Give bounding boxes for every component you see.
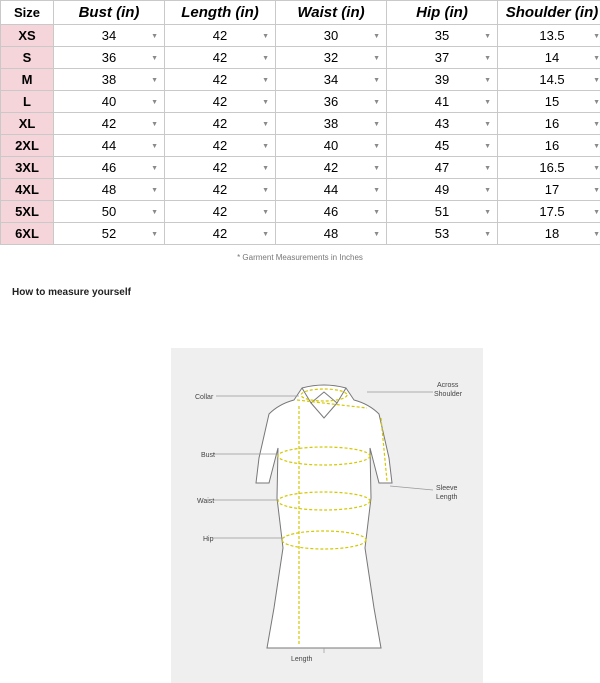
table-row xyxy=(1,25,600,47)
cell-value: 42 xyxy=(323,160,339,175)
dropdown-arrow-icon[interactable]: ▼ xyxy=(593,164,600,172)
table-row xyxy=(1,157,600,179)
measurement-cell xyxy=(54,223,165,245)
column-header: Shoulder (in) xyxy=(498,1,600,25)
across-label: Across xyxy=(437,382,459,389)
measurement-cell xyxy=(276,179,387,201)
dress-outline xyxy=(256,385,392,648)
measurement-cell xyxy=(165,157,276,179)
dropdown-arrow-icon[interactable]: ▼ xyxy=(151,120,158,128)
dress-illustration xyxy=(171,348,483,683)
measurement-cell xyxy=(54,201,165,223)
dropdown-arrow-icon[interactable]: ▼ xyxy=(373,120,380,128)
dropdown-arrow-icon[interactable]: ▼ xyxy=(484,142,491,150)
measurement-cell xyxy=(165,25,276,47)
measurement-cell xyxy=(54,69,165,91)
cell-value: 42 xyxy=(212,160,228,175)
measurement-cell xyxy=(276,47,387,69)
collar-label: Collar xyxy=(195,394,214,401)
measurement-cell xyxy=(387,25,498,47)
measurement-cell xyxy=(498,157,600,179)
cell-value: 37 xyxy=(434,50,450,65)
dropdown-arrow-icon[interactable]: ▼ xyxy=(151,54,158,62)
dropdown-arrow-icon[interactable]: ▼ xyxy=(373,32,380,40)
measurement-cell xyxy=(498,69,600,91)
measurement-cell xyxy=(165,201,276,223)
measurement-cell xyxy=(387,201,498,223)
size-chart-body xyxy=(1,25,600,245)
dropdown-arrow-icon[interactable]: ▼ xyxy=(484,54,491,62)
cell-value: 15 xyxy=(544,94,560,109)
cell-value: 36 xyxy=(101,50,117,65)
size-cell: XL xyxy=(1,113,54,135)
cell-value: 42 xyxy=(212,50,228,65)
dropdown-arrow-icon[interactable]: ▼ xyxy=(262,164,269,172)
dropdown-arrow-icon[interactable]: ▼ xyxy=(262,142,269,150)
cell-value: 38 xyxy=(323,116,339,131)
cell-value: 42 xyxy=(212,94,228,109)
cell-value: 42 xyxy=(212,138,228,153)
dropdown-arrow-icon[interactable]: ▼ xyxy=(373,230,380,238)
cell-value: 40 xyxy=(323,138,339,153)
measurement-cell xyxy=(498,91,600,113)
column-header: Size xyxy=(1,1,54,25)
footnote: * Garment Measurements in Inches xyxy=(237,253,363,262)
table-row xyxy=(1,135,600,157)
table-row xyxy=(1,201,600,223)
column-header: Bust (in) xyxy=(54,1,165,25)
cell-value: 42 xyxy=(212,28,228,43)
how-to-measure-title: How to measure yourself xyxy=(12,287,131,298)
table-row xyxy=(1,47,600,69)
measurement-cell xyxy=(54,113,165,135)
size-chart-table xyxy=(0,0,600,245)
measurement-cell xyxy=(387,157,498,179)
cell-value: 14 xyxy=(544,50,560,65)
cell-value: 14.5 xyxy=(539,72,565,87)
size-cell: L xyxy=(1,91,54,113)
measurement-cell xyxy=(276,201,387,223)
measurement-cell xyxy=(387,91,498,113)
measurement-cell xyxy=(387,223,498,245)
measurement-cell xyxy=(276,113,387,135)
size-cell: 6XL xyxy=(1,223,54,245)
cell-value: 46 xyxy=(101,160,117,175)
dropdown-arrow-icon[interactable]: ▼ xyxy=(151,164,158,172)
dropdown-arrow-icon[interactable]: ▼ xyxy=(593,142,600,150)
cell-value: 38 xyxy=(101,72,117,87)
column-header: Waist (in) xyxy=(276,1,387,25)
cell-value: 16 xyxy=(544,116,560,131)
waist-label: Waist xyxy=(197,498,215,505)
cell-value: 16 xyxy=(544,138,560,153)
dropdown-arrow-icon[interactable]: ▼ xyxy=(484,164,491,172)
hip-label: Hip xyxy=(203,536,214,543)
cell-value: 42 xyxy=(212,204,228,219)
cell-value: 44 xyxy=(101,138,117,153)
measurement-cell xyxy=(165,113,276,135)
dropdown-arrow-icon[interactable]: ▼ xyxy=(262,120,269,128)
measurement-cell xyxy=(387,179,498,201)
measurement-cell xyxy=(165,69,276,91)
cell-value: 34 xyxy=(101,28,117,43)
dropdown-arrow-icon[interactable]: ▼ xyxy=(593,54,600,62)
dropdown-arrow-icon[interactable]: ▼ xyxy=(151,32,158,40)
table-row xyxy=(1,223,600,245)
measurement-cell xyxy=(387,135,498,157)
measurement-cell xyxy=(276,25,387,47)
dropdown-arrow-icon[interactable]: ▼ xyxy=(262,98,269,106)
measurement-cell xyxy=(387,47,498,69)
size-cell: 5XL xyxy=(1,201,54,223)
measurement-cell xyxy=(165,179,276,201)
dropdown-arrow-icon[interactable]: ▼ xyxy=(262,208,269,216)
cell-value: 16.5 xyxy=(539,160,565,175)
measurement-cell xyxy=(54,157,165,179)
cell-value: 36 xyxy=(323,94,339,109)
cell-value: 44 xyxy=(323,182,339,197)
table-row xyxy=(1,69,600,91)
measurement-cell xyxy=(54,25,165,47)
cell-value: 52 xyxy=(101,226,117,241)
cell-value: 42 xyxy=(212,72,228,87)
dropdown-arrow-icon[interactable]: ▼ xyxy=(593,230,600,238)
dropdown-arrow-icon[interactable]: ▼ xyxy=(484,98,491,106)
dropdown-arrow-icon[interactable]: ▼ xyxy=(593,208,600,216)
size-cell: 3XL xyxy=(1,157,54,179)
cell-value: 50 xyxy=(101,204,117,219)
cell-value: 35 xyxy=(434,28,450,43)
dropdown-arrow-icon[interactable]: ▼ xyxy=(593,186,600,194)
cell-value: 32 xyxy=(323,50,339,65)
cell-value: 48 xyxy=(101,182,117,197)
dropdown-arrow-icon[interactable]: ▼ xyxy=(373,208,380,216)
table-row xyxy=(1,179,600,201)
dropdown-arrow-icon[interactable]: ▼ xyxy=(593,32,600,40)
table-row xyxy=(1,91,600,113)
measurement-cell xyxy=(54,91,165,113)
dropdown-arrow-icon[interactable]: ▼ xyxy=(484,208,491,216)
table-row xyxy=(1,113,600,135)
measurement-cell xyxy=(54,47,165,69)
cell-value: 34 xyxy=(323,72,339,87)
measurement-cell xyxy=(165,91,276,113)
cell-value: 17 xyxy=(544,182,560,197)
dropdown-arrow-icon[interactable]: ▼ xyxy=(262,32,269,40)
cell-value: 39 xyxy=(434,72,450,87)
cell-value: 48 xyxy=(323,226,339,241)
cell-value: 45 xyxy=(434,138,450,153)
cell-value: 17.5 xyxy=(539,204,565,219)
cell-value: 42 xyxy=(212,116,228,131)
measurement-cell xyxy=(387,113,498,135)
dropdown-arrow-icon[interactable]: ▼ xyxy=(484,32,491,40)
size-cell: XS xyxy=(1,25,54,47)
measurement-cell xyxy=(498,223,600,245)
cell-value: 49 xyxy=(434,182,450,197)
dropdown-arrow-icon[interactable]: ▼ xyxy=(373,98,380,106)
measurement-cell xyxy=(387,69,498,91)
measurement-cell xyxy=(54,179,165,201)
cell-value: 40 xyxy=(101,94,117,109)
measurement-cell xyxy=(498,135,600,157)
measurement-cell xyxy=(276,69,387,91)
cell-value: 42 xyxy=(101,116,117,131)
dropdown-arrow-icon[interactable]: ▼ xyxy=(484,230,491,238)
sleeve-length-label: Length xyxy=(436,494,458,501)
dropdown-arrow-icon[interactable]: ▼ xyxy=(484,120,491,128)
measurement-diagram xyxy=(171,348,483,683)
dropdown-arrow-icon[interactable]: ▼ xyxy=(151,230,158,238)
cell-value: 42 xyxy=(212,182,228,197)
measurement-cell xyxy=(165,223,276,245)
dropdown-arrow-icon[interactable]: ▼ xyxy=(373,186,380,194)
dropdown-arrow-icon[interactable]: ▼ xyxy=(262,54,269,62)
shoulder-label: Shoulder xyxy=(434,391,463,398)
dropdown-arrow-icon[interactable]: ▼ xyxy=(151,142,158,150)
sleeve-label: Sleeve xyxy=(436,485,458,492)
dropdown-arrow-icon[interactable]: ▼ xyxy=(593,98,600,106)
size-cell: 4XL xyxy=(1,179,54,201)
cell-value: 47 xyxy=(434,160,450,175)
measurement-cell xyxy=(498,179,600,201)
measurement-cell xyxy=(276,135,387,157)
cell-value: 18 xyxy=(544,226,560,241)
measurement-cell xyxy=(276,223,387,245)
measurement-cell xyxy=(498,113,600,135)
dropdown-arrow-icon[interactable]: ▼ xyxy=(151,186,158,194)
dropdown-arrow-icon[interactable]: ▼ xyxy=(262,186,269,194)
dropdown-arrow-icon[interactable]: ▼ xyxy=(262,76,269,84)
dropdown-arrow-icon[interactable]: ▼ xyxy=(373,142,380,150)
length-label: Length xyxy=(291,656,313,663)
dropdown-arrow-icon[interactable]: ▼ xyxy=(484,186,491,194)
cell-value: 53 xyxy=(434,226,450,241)
cell-value: 13.5 xyxy=(539,28,565,43)
bust-label: Bust xyxy=(201,452,216,459)
size-chart-header-row xyxy=(1,1,600,25)
measurement-cell xyxy=(54,135,165,157)
dropdown-arrow-icon[interactable]: ▼ xyxy=(373,54,380,62)
size-cell: M xyxy=(1,69,54,91)
measurement-cell xyxy=(165,135,276,157)
size-cell: 2XL xyxy=(1,135,54,157)
cell-value: 51 xyxy=(434,204,450,219)
cell-value: 41 xyxy=(434,94,450,109)
dropdown-arrow-icon[interactable]: ▼ xyxy=(262,230,269,238)
dropdown-arrow-icon[interactable]: ▼ xyxy=(373,76,380,84)
cell-value: 43 xyxy=(434,116,450,131)
cell-value: 42 xyxy=(212,226,228,241)
measurement-cell xyxy=(165,47,276,69)
dropdown-arrow-icon[interactable]: ▼ xyxy=(151,76,158,84)
size-cell: S xyxy=(1,47,54,69)
measurement-cell xyxy=(498,47,600,69)
dropdown-arrow-icon[interactable]: ▼ xyxy=(593,76,600,84)
cell-value: 30 xyxy=(323,28,339,43)
column-header: Hip (in) xyxy=(387,1,498,25)
dropdown-arrow-icon[interactable]: ▼ xyxy=(151,208,158,216)
dropdown-arrow-icon[interactable]: ▼ xyxy=(484,76,491,84)
dropdown-arrow-icon[interactable]: ▼ xyxy=(373,164,380,172)
column-header: Length (in) xyxy=(165,1,276,25)
dropdown-arrow-icon[interactable]: ▼ xyxy=(593,120,600,128)
measurement-cell xyxy=(276,157,387,179)
cell-value: 46 xyxy=(323,204,339,219)
measurement-cell xyxy=(276,91,387,113)
measurement-cell xyxy=(498,25,600,47)
dropdown-arrow-icon[interactable]: ▼ xyxy=(151,98,158,106)
measurement-cell xyxy=(498,201,600,223)
